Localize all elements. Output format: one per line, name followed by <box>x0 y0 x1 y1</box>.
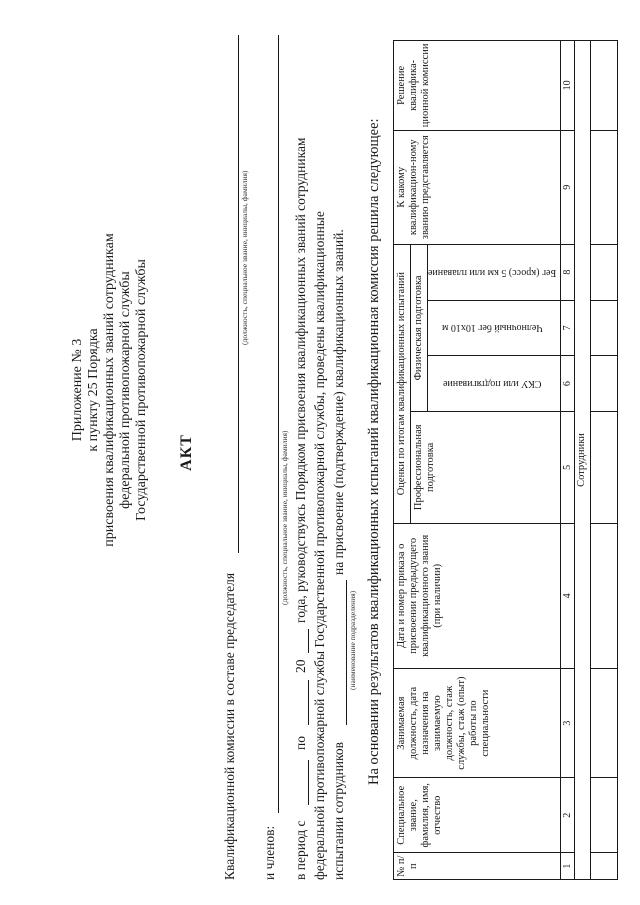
table-cell[interactable] <box>591 669 618 778</box>
table-cell[interactable] <box>591 523 618 668</box>
header-professional: Профессиональная подготовка <box>411 412 561 524</box>
chair-hint: (должность, специальное звание, инициалы, фамилия) <box>240 170 249 345</box>
table-cell[interactable] <box>591 244 618 300</box>
header-which-rank: К какому квалификацион-ному званию представляется <box>394 130 561 244</box>
members-fill-line[interactable] <box>278 35 279 813</box>
header-sku-cell <box>428 356 561 412</box>
unit-fill-line[interactable] <box>346 580 347 725</box>
period-rest-text: года, руководствуясь Порядком присвоения квалификационных званий сотрудникам <box>293 137 308 623</box>
table-section-row <box>575 41 591 880</box>
col-number: 4 <box>561 523 575 668</box>
appendix-reference: к пункту 25 Порядка <box>86 328 101 452</box>
unit-hint: (наименование подразделения) <box>348 590 357 690</box>
appendix-number: Приложение № 3 <box>70 338 85 442</box>
employees-label: испытании сотрудников <box>331 741 346 880</box>
period-from-label: в период с <box>293 820 308 880</box>
header-shuttle-cell <box>428 300 561 356</box>
header-num: № п/п <box>394 853 561 880</box>
commission-label: Квалификационной комиссии в составе председателя <box>222 572 237 880</box>
table-cell[interactable] <box>591 300 618 356</box>
header-scores: Оценки по итогам квалификационных испытаний <box>394 244 411 523</box>
col-number: 7 <box>561 300 575 356</box>
col-number: 9 <box>561 130 575 244</box>
appendix-reference-line3: присвоения квалификационных званий сотрудникам <box>102 233 117 547</box>
header-decision: Решение квалифика-ционной комиссии <box>394 41 561 131</box>
qualification-table <box>393 40 618 880</box>
table-cell[interactable] <box>591 412 618 524</box>
assignment-text: на присвоение (подтверждение) квалификационных званий. <box>331 229 346 575</box>
table-cell[interactable] <box>591 41 618 131</box>
table-cell[interactable] <box>591 356 618 412</box>
members-label: и членов: <box>262 825 277 880</box>
period-from-fill-line[interactable] <box>308 760 309 805</box>
col-number: 2 <box>561 778 575 853</box>
table-cell[interactable] <box>591 778 618 853</box>
table-cell[interactable] <box>591 853 618 880</box>
col-number: 6 <box>561 356 575 412</box>
table-header-row <box>394 41 411 880</box>
period-year-fill-line[interactable] <box>308 629 309 653</box>
document-title: АКТ <box>178 434 195 471</box>
table-number-row <box>561 41 575 880</box>
table-cell[interactable] <box>591 130 618 244</box>
header-order: Дата и номер приказа о присвоении предыдущего квалификационного звания (при наличии) <box>394 523 561 668</box>
service-line-text: федеральной противопожарной службы Государственной противопожарной службы, проведены квалификационные <box>312 211 327 880</box>
appendix-header <box>70 130 150 650</box>
appendix-reference-line4: федеральной противопожарной службы <box>118 271 133 509</box>
table-row[interactable] <box>591 41 618 880</box>
col-number: 1 <box>561 853 575 880</box>
period-to-label: по <box>293 736 308 750</box>
header-run-cell <box>428 244 561 300</box>
col-number: 3 <box>561 669 575 778</box>
period-to-fill-line[interactable] <box>308 680 309 725</box>
appendix-reference-line5: Государственной противопожарной службы <box>134 259 149 521</box>
col-number: 8 <box>561 244 575 300</box>
col-number: 5 <box>561 412 575 524</box>
members-hint: (должность, специальное звание, инициалы, фамилия) <box>280 430 289 605</box>
col-number: 10 <box>561 41 575 131</box>
header-sku: СКУ или подтягивание <box>442 378 542 390</box>
chair-fill-line[interactable] <box>238 35 239 553</box>
header-rank: Специальное звание, фамилия, имя, отчество <box>394 778 561 853</box>
section-employees: Сотрудники <box>575 41 591 880</box>
period-year-label: 20 <box>293 659 308 673</box>
decision-line: На основании результатов квалификационных испытаний квалификационная комиссия решила следующее: <box>366 118 382 785</box>
header-shuttle: Челночный бег 10х10 м <box>441 322 543 334</box>
header-physical: Физическая подготовка <box>411 244 428 411</box>
header-run: Бег (кросс) 5 км или плавание <box>428 266 557 278</box>
header-position: Занимаемая должность, дата назначения на занимаемую должность, стаж службы, стаж (опыт) работы по специальности <box>394 669 561 778</box>
